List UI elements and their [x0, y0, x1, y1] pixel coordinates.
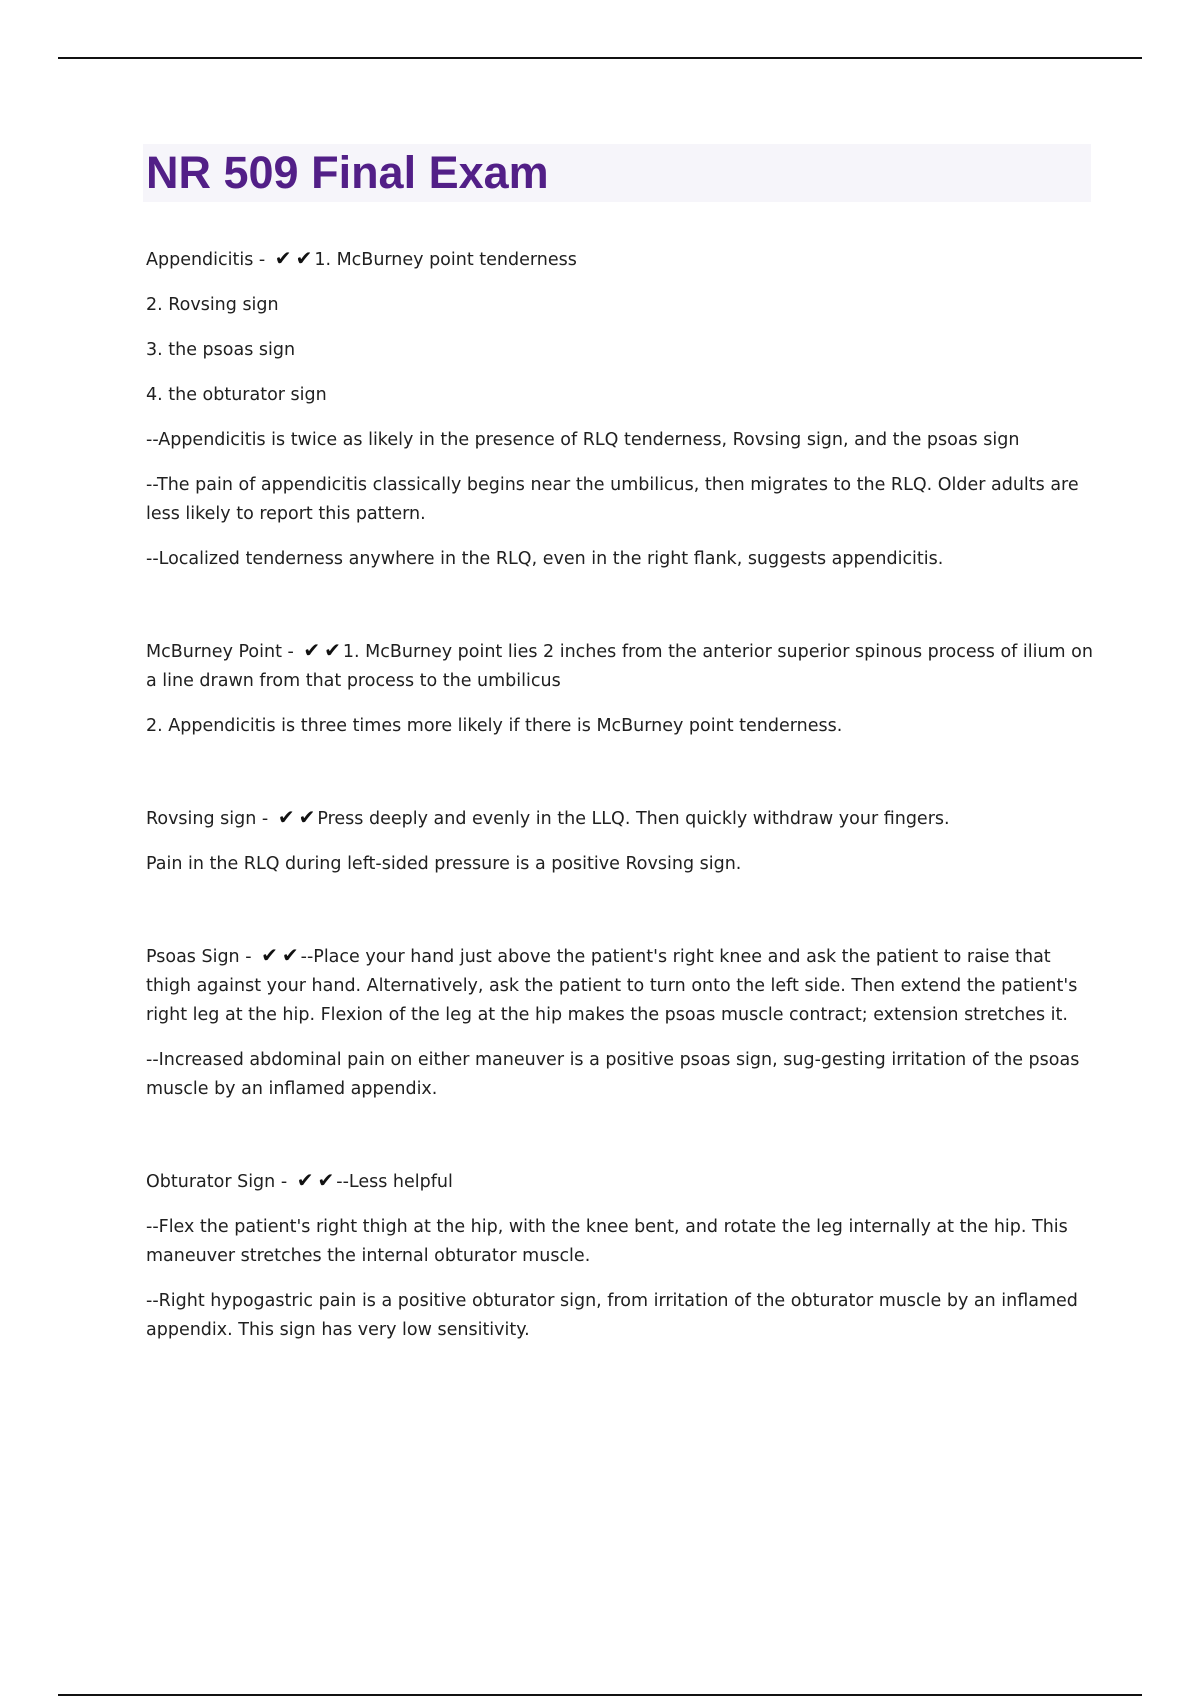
- top-rule: [58, 57, 1142, 59]
- term: Obturator Sign -: [146, 1172, 288, 1192]
- section-first-line: [146, 805, 1096, 834]
- check-icon: ✔: [281, 943, 299, 967]
- document-body: [146, 246, 1096, 1361]
- page-title: NR 509 Final Exam: [146, 147, 549, 198]
- section-line: --Increased abdominal pain on either maneuver is a positive psoas sign, sug-gesting irritation of the psoas muscle by an inflamed appendix.: [146, 1050, 1080, 1099]
- check-icon: ✔: [298, 805, 316, 829]
- section-line: --Appendicitis is twice as likely in the presence of RLQ tenderness, Rovsing sign, and the psoas sign: [146, 430, 1020, 450]
- check-icon: ✔: [296, 1168, 314, 1192]
- section-obturator-sign: [146, 1168, 1096, 1345]
- definition: --Place your hand just above the patient's right knee and ask the patient to raise that thigh against your hand. Alternatively, ask the patient to turn onto the left side. Then extend the patient's right leg at the hip. Flexion of the leg at the hip makes the psoas muscle contract; extension stretches it.: [146, 947, 1078, 1025]
- section-line: 4. the obturator sign: [146, 385, 327, 405]
- term: Appendicitis -: [146, 250, 266, 270]
- section-line: --Localized tenderness anywhere in the RLQ, even in the right flank, suggests appendicitis.: [146, 549, 944, 569]
- section-psoas-sign: [146, 943, 1096, 1104]
- section-appendicitis: [146, 246, 1096, 574]
- section-line: --Right hypogastric pain is a positive obturator sign, from irritation of the obturator muscle by an inflamed appendix. This sign has very low sensitivity.: [146, 1291, 1078, 1340]
- term: Psoas Sign -: [146, 947, 252, 967]
- term: McBurney Point -: [146, 642, 294, 662]
- section-first-line: [146, 1168, 1096, 1197]
- section-line: 2. Appendicitis is three times more likely if there is McBurney point tenderness.: [146, 716, 843, 736]
- check-marks: [257, 943, 299, 967]
- section-first-line: [146, 943, 1096, 1030]
- check-marks: [299, 638, 341, 662]
- section-line: 2. Rovsing sign: [146, 295, 279, 315]
- check-marks: [274, 805, 316, 829]
- section-rovsing-sign: [146, 805, 1096, 879]
- section-mcburney-point: [146, 638, 1096, 741]
- check-icon: ✔: [295, 246, 313, 270]
- check-icon: ✔: [324, 638, 341, 662]
- check-icon: ✔: [317, 1168, 335, 1192]
- term: Rovsing sign -: [146, 809, 269, 829]
- definition: Press deeply and evenly in the LLQ. Then quickly withdraw your fingers.: [317, 809, 950, 829]
- definition: 1. McBurney point tenderness: [314, 250, 577, 270]
- section-first-line: [146, 638, 1096, 696]
- check-icon: ✔: [261, 943, 278, 967]
- section-line: --Flex the patient's right thigh at the hip, with the knee bent, and rotate the leg internally at the hip. This maneuver stretches the internal obturator muscle.: [146, 1217, 1068, 1266]
- check-icon: ✔: [277, 805, 295, 829]
- section-first-line: [146, 246, 1096, 275]
- section-line: 3. the psoas sign: [146, 340, 296, 360]
- bottom-rule: [58, 1694, 1142, 1696]
- check-marks: [293, 1168, 335, 1192]
- definition: 1. McBurney point lies 2 inches from the anterior superior spinous process of ilium on a line drawn from that process to the umbilicus: [146, 642, 1093, 691]
- check-marks: [271, 246, 313, 270]
- check-icon: ✔: [303, 638, 321, 662]
- definition: --Less helpful: [336, 1172, 453, 1192]
- section-line: --The pain of appendicitis classically begins near the umbilicus, then migrates to the RLQ. Older adults are less likely to report this pattern.: [146, 475, 1079, 524]
- section-line: Pain in the RLQ during left-sided pressure is a positive Rovsing sign.: [146, 854, 742, 874]
- check-icon: ✔: [274, 246, 292, 270]
